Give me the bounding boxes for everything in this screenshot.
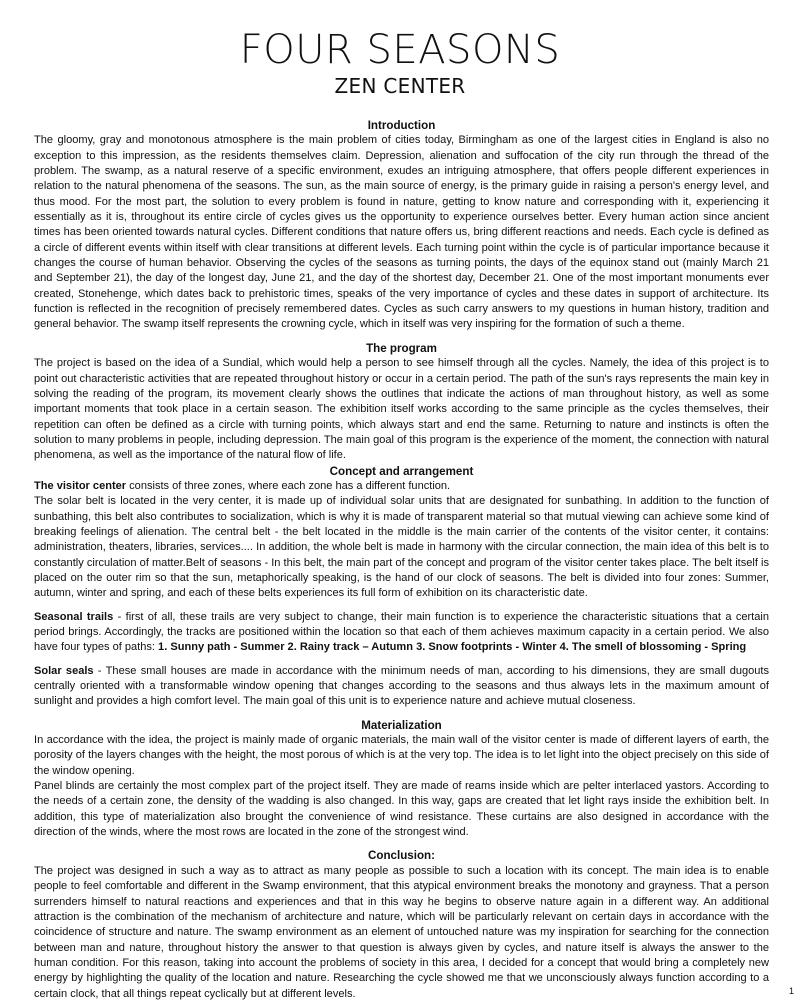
solar-seals-text: - These small houses are made in accordance with the minimum needs of man, according to his dimensions, they are small dugouts centrally oriented with a transformable window opening that changes according to the seasons and thus always lets in the maximum amount of sunlight and provides a high comfort level. The main goal of this unit is to experience nature and achieve mutual closeness. — [34, 664, 770, 708]
materialization-text-2: Panel blinds are certainly the most complex part of the project itself. They are made of reams inside which are pelter interlaced yastors. According to the needs of a certain zone, the density of the wadding is also changed. In this way, gaps are created that let light rays inside the exhibition belt. In addition, this type of materialization also brought the convenience of wind resistance. These curtains are also designed in accordance with the direction of the winds, where the most rows are located in the zone of the strongest wind. — [34, 780, 769, 839]
visitor-center-text: consists of three zones, where each zone has a different function. — [126, 479, 451, 492]
solar-seals-lead: Solar seals — [34, 664, 94, 677]
solar-seals-paragraph — [34, 664, 769, 710]
visitor-center-paragraph — [34, 479, 769, 494]
seasonal-trails-text: - first of all, these trails are very subject to change, their main function is to experience the characteristic situations that a certain period brings. Accordingly, the tracks are positioned within the location so that each of them achieves maximum capacity in a certain period. We also have four types of paths: — [34, 610, 769, 654]
introduction-heading: Introduction — [367, 119, 436, 132]
seasonal-trails-paragraph — [34, 610, 769, 656]
page-number: 1 — [788, 986, 794, 996]
document-subtitle: ZEN CENTER — [334, 74, 466, 98]
document-title: FOUR SEASONS — [239, 27, 561, 73]
belts-text: The solar belt is located in the very center, it is made up of individual solar units that are designated for sunbathing. In addition to the function of sunbathing, this belt also contributes to socialization, which is why it is made of transparent material so that mutual viewing can achieve some kind of breaking feelings of alienation. The central belt - the belt located in the middle is the main carrier of the contents of the visitor center, it contains: administration, theaters, libraries, services.... In addition, the whole belt is made in harmony with the circular connection, the main idea of this belt is to constantly circulation of matter.Belt of seasons - In this belt, the main part of the concept and program of the visitor center takes place. The belt itself is placed on the outer rim so that the sun, metaphorically speaking, is the hand of our clock of seasons. The belt is divided into four zones: Summer, autumn, winter and spring, and each of these belts experiences its full form of exhibition on its characteristic date. — [34, 495, 769, 600]
materialization-heading: Materialization — [361, 718, 442, 732]
document-body — [34, 118, 769, 1002]
visitor-center-lead: The visitor center — [34, 479, 127, 492]
materialization-text-1: In accordance with the idea, the project is mainly made of organic materials, the main wall of the visitor center is made of different layers of earth, the porosity of the layers changes with the height, the most porous of which is at the very top. The idea is to let light into the object precisely on this side of the window opening. — [34, 734, 769, 777]
seasonal-trails-paths: 1. Sunny path - Summer 2. Rainy track – Autumn 3. Snow footprints - Winter 4. The smell of blossoming - Spring — [158, 641, 747, 654]
conclusion-heading: Conclusion: — [368, 849, 435, 863]
conclusion-text: The project was designed in such a way as to attract as many people as possible to such a location with its concept. The main idea is to enable people to feel comfortable and different in the Swamp environment, that this atypical environment breaks the monotony and grayness. That a person surrenders himself to natural reactions and experiences and that in this way he begins to observe nature again in a different way. An additional attraction is the combination of the mechanism of architecture and nature, which will be particularly relevant on certain days in accordance with the coincidence of structure and nature. The swamp environment as an element of untouched nature was my inspiration for searching for the connection between man and nature, throughout history the answer to that question is always given by cycles, and nature itself is always the answer to the human condition. For this reason, taking into account the problems of society in this area, I decided for a concept that would bring a completely new energy by highlighting the quality of the location and nature. Researching the cycle showed me that we unconsciously always function according to a certain clock, that all things repeat cyclically but at different levels. — [34, 864, 769, 1000]
seasonal-trails-lead: Seasonal trails — [34, 610, 114, 623]
concept-heading: Concept and arrangement — [329, 464, 474, 478]
program-text: The project is based on the idea of a Sundial, which would help a person to see himself through all the cycles. Namely, the idea of this project is to point out characteristic activities that are repeated throughout history or occur in a certain period. The path of the sun's rays represents the main key in solving the reading of the program, its movement clearly shows the outlines that indicate the actions of man throughout history, as well as some important moments that took place in a certain season. The exhibition itself works according to the same principle as the cycles themselves, their repetition can often be defined as a circle with turning points, which always start and end the same. Returning to nature and instincts is often the solution to many problems in people, including depression. The main goal of this program is the experience of the moment, the connection with natural phenomena, as well as the importance of the natural flow of life. — [34, 357, 769, 462]
introduction-text: The gloomy, gray and monotonous atmosphere is the main problem of cities today, Birmingham as one of the largest cities in England is also no exception to this impression, as the residents themselves claim. Depression, alienation and suffocation of the city run through the thread of the problem. The swamp, as a natural reserve of a specific environment, exudes an intriguing atmosphere, that offers people different experiences in relation to the natural phenomena of the seasons. The sun, as the main source of energy, is the primary guide in raising a person's energy level, and thus mood. For the most part, the solution to every problem is found in nature, getting to know nature and corresponding with it, experiencing it essentially as it is, throughout its entire circle of cycles gives us the opportunity to experience ourselves better. Every human action since ancient times has been oriented towards natural cycles. Different conditions that nature offers us, bring different reactions and needs. Each cycle is defined as a circle of different events within itself with clear transitions at different levels. Each turning point within the cycle is of particular importance because it changes the course of human behavior. Observing the cycles of the seasons as turning points, the days of the equinox stand out (mainly March 21 and September 21), the day of the longest day, June 21, and the day of the shortest day, December 21. One of the most important monuments ever created, Stonehenge, which dates back to prehistoric times, speaks of the very importance of cycles and these dates in support of architecture. Its function is reflected in the recognition of precisely remembered dates. Cycles as such carry answers to my questions in human history, tradition and general behavior. The swamp itself represents the crowning cycle, which in itself was very inspiring for the formation of such a theme. — [34, 134, 769, 331]
program-heading: The program — [366, 341, 437, 355]
